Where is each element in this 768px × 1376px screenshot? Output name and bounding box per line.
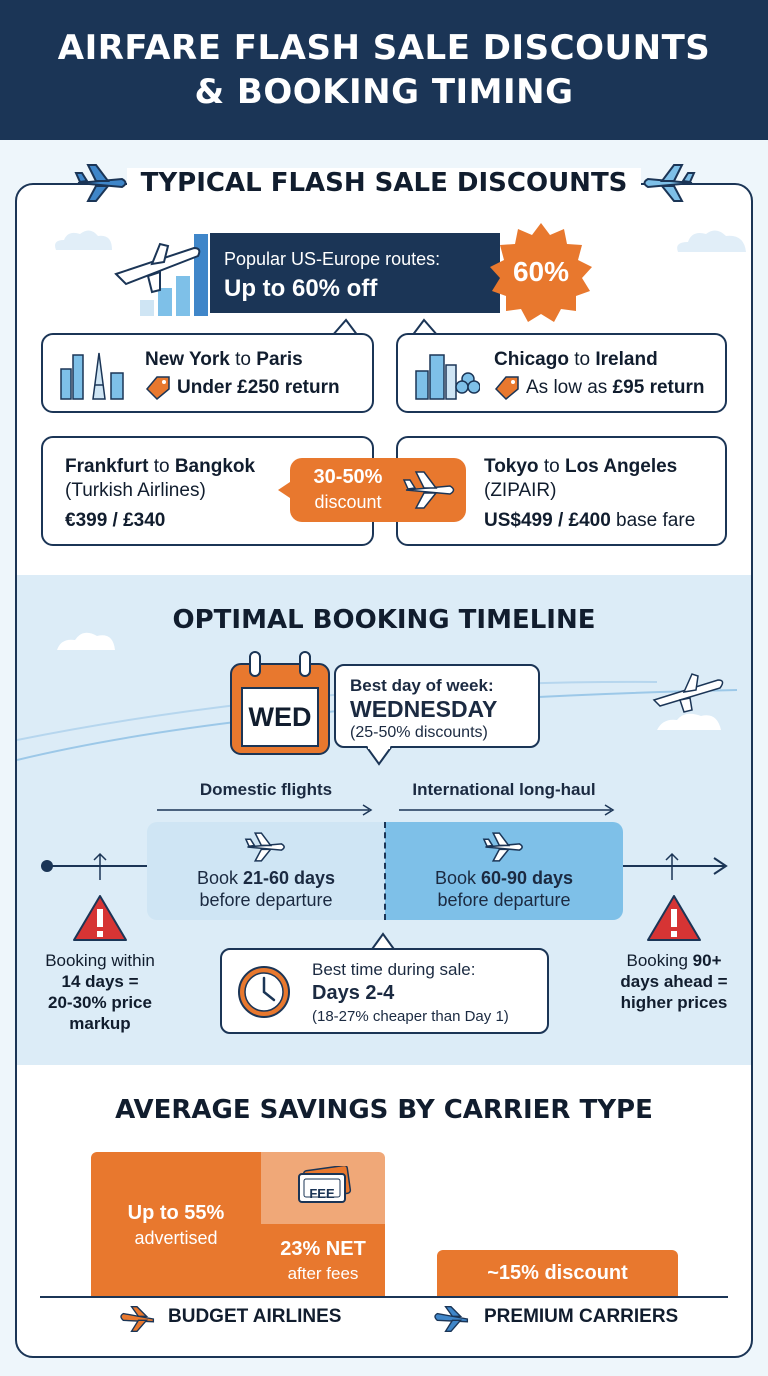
warning-late-line1: Booking within (45, 951, 155, 970)
route-connector: to (574, 349, 591, 370)
plane-takeoff-icon (112, 230, 212, 316)
section-savings-title: AVERAGE SAVINGS BY CARRIER TYPE (115, 1095, 653, 1125)
best-day-value: WEDNESDAY (350, 696, 498, 722)
warning-icon (646, 893, 702, 943)
warning-icon (72, 893, 128, 943)
route-origin: Tokyo (484, 456, 539, 477)
warning-late-line3: 20-30% price (48, 993, 152, 1012)
route-origin: Frankfurt (65, 456, 149, 477)
route-price: £95 return (612, 377, 705, 398)
domestic-window (147, 822, 385, 920)
calendar-day: WED (248, 702, 312, 732)
timeline-range-arrows (155, 800, 615, 820)
plane-icon (402, 468, 458, 512)
domestic-days-range: 21-60 days (242, 868, 336, 888)
route-price-prefix: As low as (526, 377, 613, 398)
banner-subtitle: Popular US-Europe routes: (224, 249, 441, 269)
section-timeline-title: OPTIMAL BOOKING TIMELINE (172, 605, 596, 635)
route-connector: to (153, 456, 170, 477)
timeline-divider (384, 822, 386, 920)
discount-range-value: 30-50% (313, 466, 383, 488)
plane-icon (428, 1304, 474, 1334)
plane-icon (244, 830, 288, 864)
route-destination: Ireland (595, 349, 658, 370)
chart-baseline (40, 1296, 728, 1298)
sale-timing-note: (18-27% cheaper than Day 1) (312, 1008, 509, 1025)
plane-icon (640, 161, 696, 205)
budget-net-value: 23% NET (280, 1238, 366, 1260)
plane-icon (650, 670, 726, 714)
route-carrier: (ZIPAIR) (484, 480, 557, 501)
budget-advertised-value: Up to 55% (127, 1202, 225, 1224)
sale-timing-callout (220, 948, 549, 1034)
international-flights-label: International long-haul (412, 780, 596, 799)
bar-budget-advertised (91, 1152, 261, 1296)
bar-budget-fees (261, 1152, 385, 1224)
route-card-newyork-paris (41, 333, 374, 413)
route-destination: Paris (256, 349, 303, 370)
route-connector: to (235, 349, 251, 370)
banner-headline: Up to 60% off (224, 275, 378, 302)
route-connector: to (543, 456, 560, 477)
legend-premium-carriers: PREMIUM CARRIERS (484, 1306, 679, 1327)
domestic-before-departure: before departure (199, 890, 333, 910)
route-price: €399 / £340 (65, 510, 166, 531)
warning-late-line4: markup (69, 1014, 131, 1033)
discount-range-label: discount (314, 492, 382, 512)
routes-banner (210, 233, 500, 313)
domestic-flights-label: Domestic flights (199, 780, 333, 799)
plane-icon (482, 830, 526, 864)
plane-icon (114, 1304, 160, 1334)
warning-late-line2: 14 days = (61, 972, 139, 991)
warning-early-booking (600, 950, 748, 1013)
callout-tail (364, 746, 394, 766)
discount-badge-value: 60% (512, 256, 570, 287)
header (0, 0, 768, 140)
route-price: US$499 / £400 (484, 510, 611, 531)
city-buildings-icon (412, 349, 480, 401)
clock-icon (236, 964, 292, 1020)
title-line-2: & BOOKING TIMING (194, 72, 574, 112)
price-tag-icon (494, 375, 520, 401)
cloud-icon (672, 226, 752, 254)
best-day-callout (334, 664, 540, 748)
cloud-icon (50, 226, 120, 252)
sale-timing-label: Best time during sale: (312, 960, 476, 979)
sale-timing-days: Days 2-4 (312, 982, 395, 1004)
section-discounts-title-text: TYPICAL FLASH SALE DISCOUNTS (127, 168, 642, 198)
route-destination: Bangkok (174, 456, 256, 477)
route-origin: New York (145, 349, 230, 370)
bar-budget-net (261, 1224, 385, 1296)
international-days-range: 60-90 days (480, 868, 574, 888)
price-tag-icon (145, 375, 171, 401)
fee-tag-label: FEE (309, 1186, 335, 1201)
route-price: Under £250 return (177, 377, 340, 398)
plane-icon (74, 161, 130, 205)
warning-early-line3: higher prices (620, 993, 728, 1012)
domestic-book-prefix: Book (196, 868, 243, 888)
legend-budget-airlines: BUDGET AIRLINES (168, 1306, 342, 1327)
route-carrier: (Turkish Airlines) (65, 480, 206, 501)
route-price-suffix: base fare (610, 510, 696, 531)
page-title (0, 0, 768, 114)
bar-premium (437, 1250, 678, 1296)
route-destination: Los Angeles (564, 456, 678, 477)
international-book-prefix: Book (434, 868, 481, 888)
budget-net-label: after fees (287, 1264, 359, 1283)
warning-early-days: 90+ (692, 951, 722, 970)
discount-range-pill (290, 458, 466, 522)
route-card-chicago-ireland (396, 333, 727, 413)
warning-early-line2: days ahead = (620, 972, 728, 991)
warning-late-booking (28, 950, 172, 1034)
international-window (385, 822, 623, 920)
international-before-departure: before departure (437, 890, 571, 910)
best-day-label: Best day of week: (350, 676, 494, 695)
premium-discount-value: ~15% discount (487, 1262, 628, 1284)
route-origin: Chicago (494, 349, 569, 370)
budget-advertised-label: advertised (134, 1228, 218, 1248)
title-line-1: AIRFARE FLASH SALE DISCOUNTS (57, 28, 711, 68)
warning-early-prefix: Booking (626, 951, 693, 970)
city-skyline-icon (57, 349, 129, 401)
best-day-note: (25-50% discounts) (350, 724, 488, 741)
